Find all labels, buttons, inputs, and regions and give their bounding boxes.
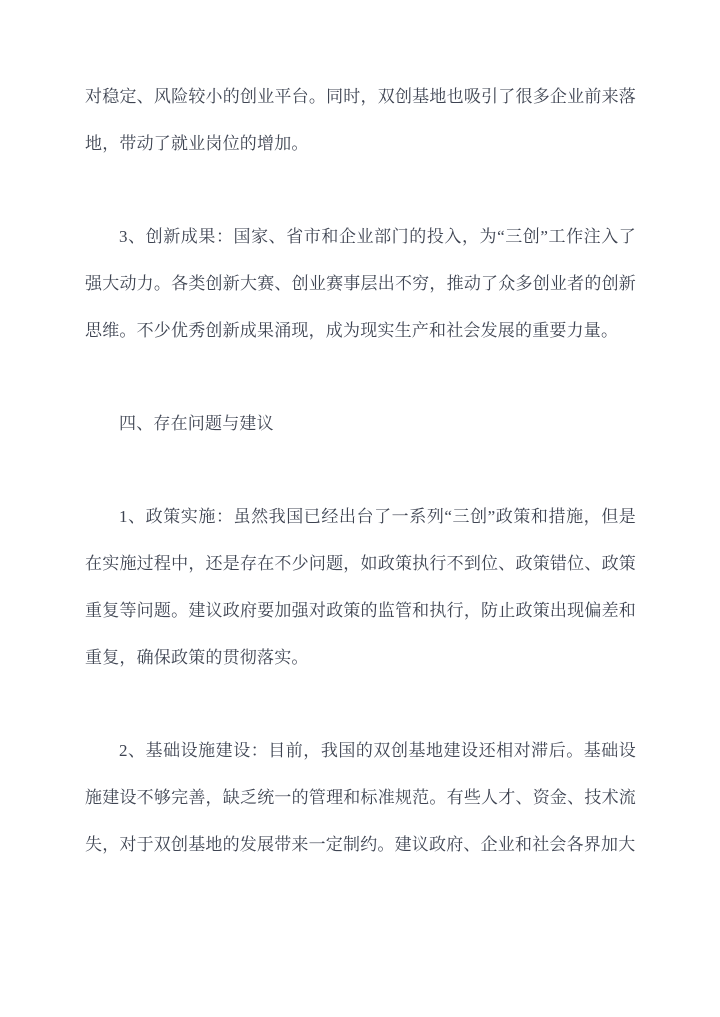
paragraph-innovation-results: 3、创新成果：国家、省市和企业部门的投入，为“三创”工作注入了强大动力。各类创新大赛、创业赛事层出不穷，推动了众多创业者的创新思维。不少优秀创新成果涌现，成为现实生产和社会发展的重要力量。 (85, 227, 636, 340)
paragraph-continuation-platform: 对稳定、风险较小的创业平台。同时，双创基地也吸引了很多企业前来落地，带动了就业岗位的增加。 (85, 87, 636, 153)
paragraph-policy-implementation: 1、政策实施：虽然我国已经出台了一系列“三创”政策和措施，但是在实施过程中，还是存在不少问题，如政策执行不到位、政策错位、政策重复等问题。建议政府要加强对政策的监管和执行，防止政策出现偏差和重复，确保政策的贯彻落实。 (85, 507, 636, 667)
paragraph-infrastructure-construction: 2、基础设施建设：目前，我国的双创基地建设还相对滞后。基础设施建设不够完善，缺乏统一的管理和标准规范。有些人才、资金、技术流失，对于双创基地的发展带来一定制约。建议政府、企业和社会各界加大 (85, 741, 636, 854)
section-heading-problems-suggestions: 四、存在问题与建议 (119, 414, 274, 433)
